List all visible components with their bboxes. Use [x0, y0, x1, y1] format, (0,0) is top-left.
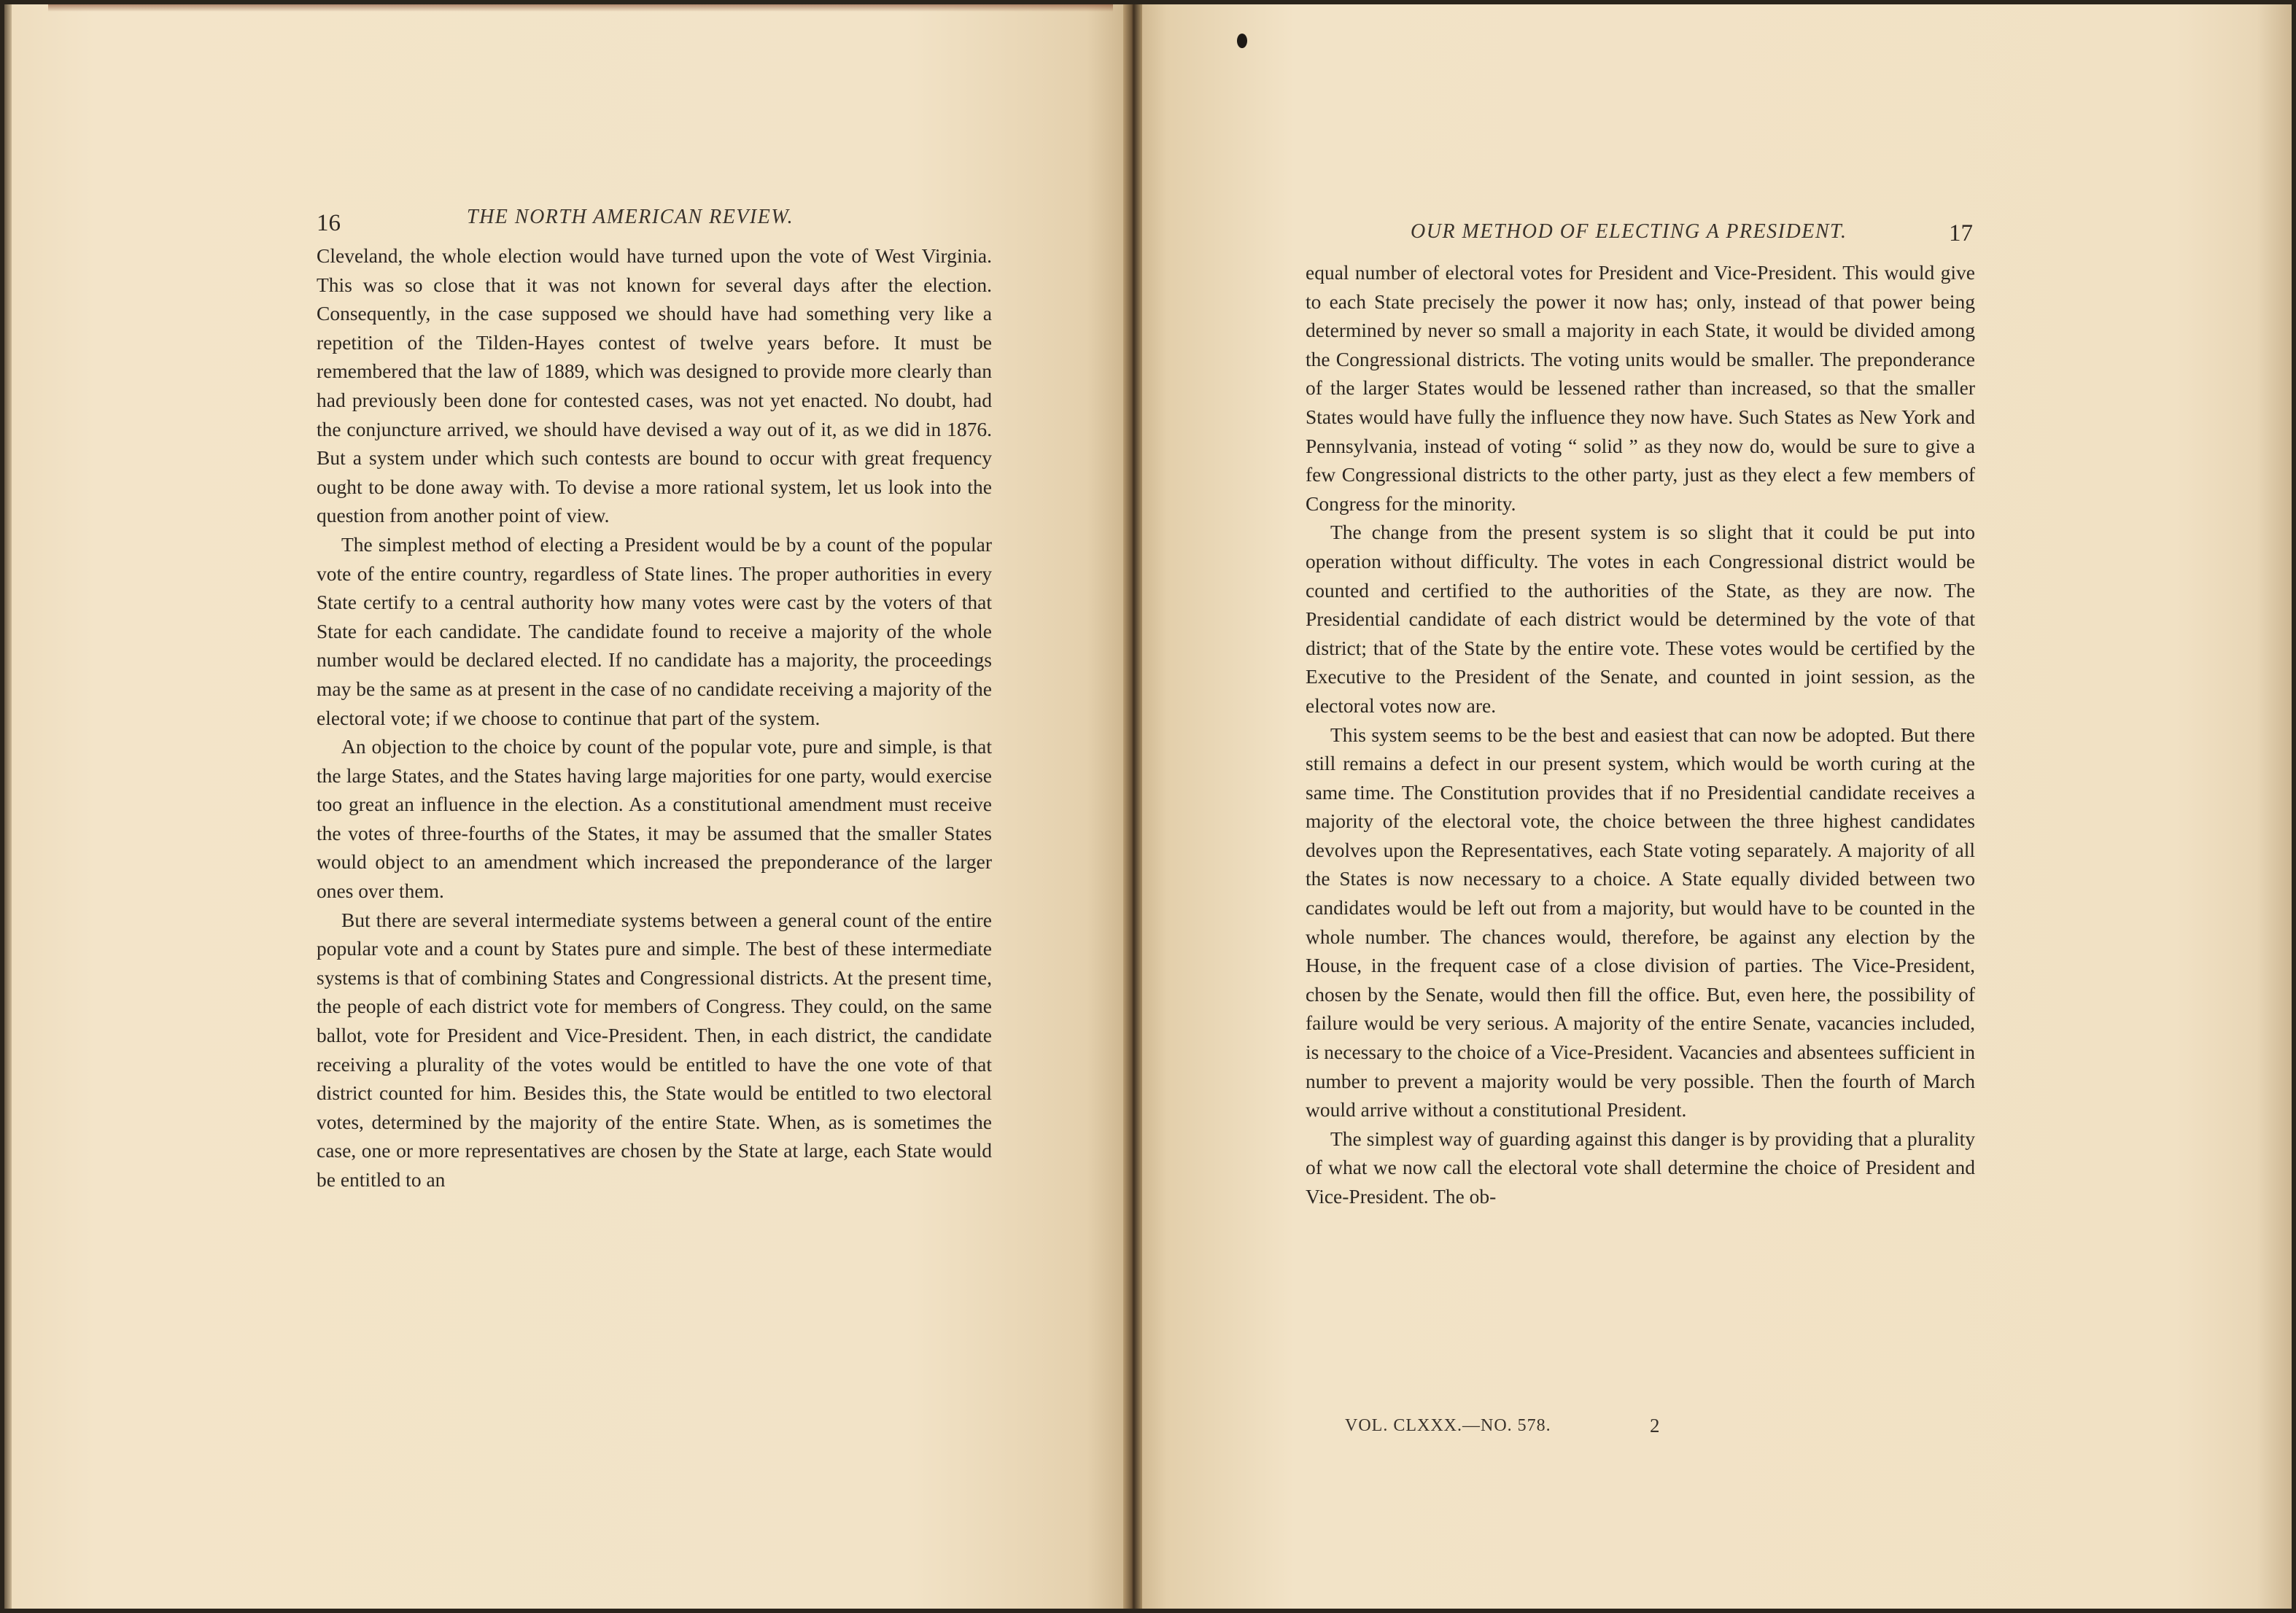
paragraph: This system seems to be the best and easiest that can now be adopted. But there still remains a defect in our present system, which would be worth curing at the same time. The Constitution provides that if no Presidential candidate receives a majority of the electoral vote, the choice between the three highest candidates devolves upon the Representatives, each State voting separately. A majority of all the States is now necessary to a choice. A State equally divided between two candidates would be left out from a majority, but would have to be counted in the whole number. The chances would, therefore, be against any election by the House, in the frequent case of a close division of parties. The Vice-President, chosen by the Senate, would then fill the office. But, even here, the possibility of failure would be very serious. A majority of the entire Senate, vacancies included, is necessary to the choice of a Vice-President. Vacancies and absentees sufficient in number to prevent a majority would be very possible. Then the fourth of March would arrive without a constitutional President.: [1306, 723, 1975, 1122]
left-page: [4, 4, 1132, 1609]
text-column-right: [1306, 258, 1975, 1211]
running-head-left: THE NORTH AMERICAN REVIEW.: [467, 206, 794, 228]
book-edge: [4, 4, 12, 1609]
book-gutter: [1123, 4, 1142, 1609]
paragraph: equal number of electoral votes for President and Vice-President. This would give to each State precisely the power it now has; only, instead of that power being determined by never so small a majority in each State, it would be divided among the Congressional districts. The voting units would be smaller. The preponderance of the larger States would be lessened rather than increased, so that the smaller States would have fully the influence they now have. Such States as New York and Pennsylvania, instead of voting “ solid ” as they now do, would be sure to give a few Congressional districts to the other party, just as they elect a few members of Congress for the minority.: [1306, 261, 1975, 515]
paragraph: The simplest way of guarding against this danger is by providing that a plurality of what we now call the electoral vote shall determine the choice of President and Vice-President. The ob-: [1306, 1127, 1975, 1208]
page-number-left: 16: [317, 210, 341, 236]
open-book: [4, 4, 2292, 1609]
signature-number: 2: [1650, 1415, 1661, 1437]
right-page: [1132, 4, 2292, 1609]
paragraph: But there are several intermediate systems between a general count of the entire popular vote and a count by States pure and simple. The best of these intermediate systems is that of combining States and Congressional districts. At the present time, the people of each district vote for members of Congress. They could, on the same ballot, vote for President and Vice-President. Then, in each district, the candidate receiving a plurality of the votes would be entitled to have the one vote of that district counted for him. Besides this, the State would be entitled to two electoral votes, determined by the majority of the entire State. When, as is sometimes the case, one or more representatives are chosen by the State at large, each State would be entitled to an: [317, 908, 992, 1191]
text-column-left: [317, 241, 992, 1194]
ink-spot: [1237, 34, 1247, 48]
running-head-right: OUR METHOD OF ELECTING A PRESIDENT.: [1411, 220, 1847, 243]
signature-mark: VOL. CLXXX.—NO. 578.: [1345, 1416, 1551, 1435]
paragraph: Cleveland, the whole election would have turned upon the vote of West Virginia. This was so close that it was not known for several days after the election. Consequently, in the case supposed we should have had something very like a repetition of the Tilden-Hayes contest of twelve years before. It must be remembered that the law of 1889, which was designed to provide more clearly than had previously been done for contested cases, was not yet enacted. No doubt, had the conjuncture arrived, we should have devised a way out of it, as we did in 1876. But a system under which such contests are bound to occur with great frequency ought to be done away with. To devise a more rational system, let us look into the question from another point of view.: [317, 244, 992, 527]
page-number-right: 17: [1949, 220, 1973, 246]
paragraph: The change from the present system is so slight that it could be put into operation without difficulty. The votes in each Congressional district would be counted and certified to the authorities of the State, as they are now. The Presidential candidate of each district would be determined by the vote of that district; that of the State by the entire vote. These votes would be certified by the Executive to the President of the Senate, and counted in joint session, as the electoral votes now are.: [1306, 521, 1975, 717]
paragraph: An objection to the choice by count of the popular vote, pure and simple, is that the large States, and the States having large majorities for one party, would exercise too great an influence in the election. As a constitutional amendment must receive the votes of three-fourths of the States, it may be assumed that the smaller States would object to an amendment which increased the preponderance of the larger ones over them.: [317, 735, 992, 903]
cover-edge-shadow: [48, 4, 1113, 12]
paragraph: The simplest method of electing a President would be by a count of the popular vote of the entire country, regardless of State lines. The proper authorities in every State certify to a central authority how many votes were cast by the voters of that State for each candidate. The candidate found to receive a majority of the whole number would be declared elected. If no candidate has a majority, the proceedings may be the same as at present in the case of no candidate receiving a majority of the electoral vote; if we choose to continue that part of the system.: [317, 532, 992, 729]
